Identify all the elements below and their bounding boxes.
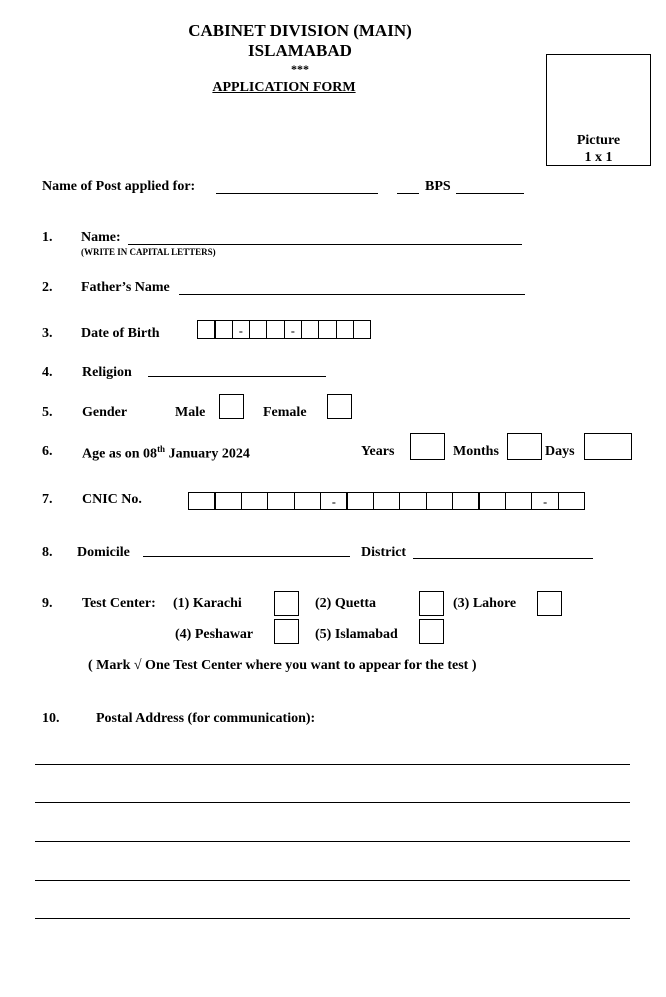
age-months-box[interactable]: [507, 433, 542, 460]
district-input-line[interactable]: [413, 558, 593, 559]
address-line-1[interactable]: [35, 764, 630, 765]
dob-label: Date of Birth: [81, 326, 160, 341]
cnic-separator: -: [531, 492, 559, 510]
field-number-6: 6.: [42, 444, 53, 459]
gender-female-label: Female: [263, 405, 307, 420]
field-number-1: 1.: [42, 230, 53, 245]
quetta-checkbox[interactable]: [419, 591, 444, 616]
name-hint: (WRITE IN CAPITAL LETTERS): [81, 247, 216, 257]
field-number-2: 2.: [42, 280, 53, 295]
peshawar-checkbox[interactable]: [274, 619, 299, 644]
field-number-3: 3.: [42, 326, 53, 341]
field-number-4: 4.: [42, 365, 53, 380]
dob-cell[interactable]: [336, 320, 355, 339]
header-separator: ***: [291, 62, 309, 76]
cnic-cell[interactable]: [505, 492, 533, 510]
district-label: District: [361, 545, 407, 560]
test-center-option-quetta: (2) Quetta: [315, 596, 377, 611]
dob-cells[interactable]: [197, 320, 371, 339]
cnic-cell[interactable]: [241, 492, 269, 510]
dob-cell[interactable]: [353, 320, 372, 339]
age-years-box[interactable]: [410, 433, 445, 460]
gender-label: Gender: [82, 405, 128, 420]
gender-male-label: Male: [175, 405, 206, 420]
cnic-cell[interactable]: [426, 492, 454, 510]
test-center-option-lahore: (3) Lahore: [453, 596, 517, 611]
cnic-cell[interactable]: [478, 492, 506, 510]
age-days-label: Days: [545, 444, 575, 459]
age-years-label: Years: [361, 444, 395, 459]
gender-male-checkbox[interactable]: [219, 394, 244, 419]
dob-cell[interactable]: [266, 320, 285, 339]
dob-cell[interactable]: [318, 320, 337, 339]
religion-label: Religion: [82, 365, 132, 380]
father-name-input-line[interactable]: [179, 294, 525, 295]
dob-cell[interactable]: [301, 320, 320, 339]
karachi-checkbox[interactable]: [274, 591, 299, 616]
bps-input-line[interactable]: [456, 193, 524, 194]
islamabad-checkbox[interactable]: [419, 619, 444, 644]
test-center-option-islamabad: (5) Islamabad: [315, 627, 398, 642]
gender-female-checkbox[interactable]: [327, 394, 352, 419]
cnic-cell[interactable]: [188, 492, 216, 510]
dob-separator: -: [232, 320, 251, 339]
age-days-box[interactable]: [584, 433, 632, 460]
cnic-cell[interactable]: [399, 492, 427, 510]
address-line-4[interactable]: [35, 880, 630, 881]
post-input-line[interactable]: [216, 193, 378, 194]
lahore-checkbox[interactable]: [537, 591, 562, 616]
test-center-note: ( Mark √ One Test Center where you want to appear for the test ): [88, 658, 477, 673]
dob-cell[interactable]: [214, 320, 233, 339]
father-name-label: Father’s Name: [81, 280, 170, 295]
cnic-cell[interactable]: [214, 492, 242, 510]
cnic-cells[interactable]: [188, 492, 585, 510]
test-center-option-karachi: (1) Karachi: [173, 596, 242, 611]
dob-cell[interactable]: [197, 320, 216, 339]
age-months-label: Months: [453, 444, 499, 459]
domicile-input-line[interactable]: [143, 556, 350, 557]
field-number-5: 5.: [42, 405, 53, 420]
address-line-5[interactable]: [35, 918, 630, 919]
cnic-separator: -: [320, 492, 348, 510]
post-input-line-2[interactable]: [397, 193, 419, 194]
picture-size: 1 x 1: [584, 150, 613, 165]
field-number-9: 9.: [42, 596, 53, 611]
name-label: Name:: [81, 230, 121, 245]
age-label: Age as on 08th January 2024: [82, 444, 250, 462]
postal-address-label: Postal Address (for communication):: [96, 711, 316, 726]
post-label: Name of Post applied for:: [42, 179, 196, 194]
field-number-7: 7.: [42, 492, 53, 507]
dob-cell[interactable]: [249, 320, 268, 339]
cnic-cell[interactable]: [294, 492, 322, 510]
domicile-label: Domicile: [77, 545, 130, 560]
field-number-10: 10.: [42, 711, 60, 726]
picture-label: Picture: [576, 133, 621, 148]
org-city: ISLAMABAD: [248, 41, 352, 60]
bps-label: BPS: [425, 179, 451, 194]
cnic-label: CNIC No.: [82, 492, 142, 507]
field-number-8: 8.: [42, 545, 53, 560]
org-name: CABINET DIVISION (MAIN): [188, 21, 412, 40]
cnic-cell[interactable]: [452, 492, 480, 510]
cnic-cell[interactable]: [373, 492, 401, 510]
cnic-cell[interactable]: [558, 492, 586, 510]
address-line-2[interactable]: [35, 802, 630, 803]
form-title: APPLICATION FORM: [212, 80, 356, 95]
address-line-3[interactable]: [35, 841, 630, 842]
test-center-label: Test Center:: [82, 596, 156, 611]
religion-input-line[interactable]: [148, 376, 326, 377]
test-center-option-peshawar: (4) Peshawar: [175, 627, 254, 642]
dob-separator: -: [284, 320, 303, 339]
cnic-cell[interactable]: [267, 492, 295, 510]
cnic-cell[interactable]: [346, 492, 374, 510]
name-input-line[interactable]: [128, 244, 522, 245]
picture-box[interactable]: [546, 54, 651, 166]
